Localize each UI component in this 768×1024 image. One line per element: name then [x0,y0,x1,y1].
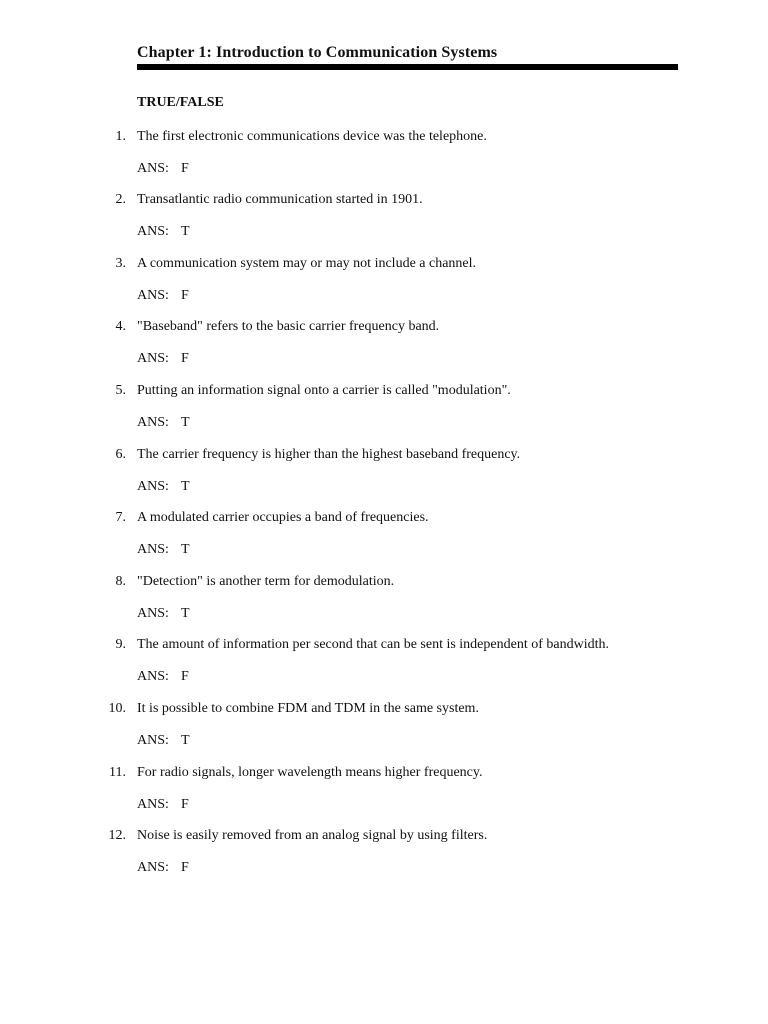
question-item [0,636,768,696]
answer-label: ANS: [137,669,169,684]
question-number: 2. [115,192,126,207]
answer-value: F [181,161,189,176]
question-item [0,509,768,569]
question-item [0,382,768,442]
answer-label: ANS: [137,733,169,748]
question-text: "Detection" is another term for demodulation. [137,574,395,589]
question-number: 10. [108,701,126,716]
question-item [0,128,768,188]
answer-label: ANS: [137,542,169,557]
question-text: The amount of information per second that can be sent is independent of bandwidth. [137,637,609,652]
answer-value: T [181,224,190,239]
question-item [0,764,768,824]
answer-value: T [181,606,190,621]
question-text: For radio signals, longer wavelength means higher frequency. [137,765,483,780]
answer-value: T [181,415,190,430]
question-number: 1. [115,129,126,144]
answer-label: ANS: [137,288,169,303]
answer-value: F [181,288,189,303]
answer-label: ANS: [137,606,169,621]
question-text: "Baseband" refers to the basic carrier frequency band. [137,319,440,334]
question-item [0,191,768,251]
question-text: Noise is easily removed from an analog signal by using filters. [137,828,488,843]
question-text: Putting an information signal onto a carrier is called "modulation". [137,383,511,398]
question-text: It is possible to combine FDM and TDM in the same system. [137,701,479,716]
question-text: The carrier frequency is higher than the highest baseband frequency. [137,447,521,462]
answer-label: ANS: [137,479,169,494]
chapter-title: Chapter 1: Introduction to Communication Systems [137,44,498,61]
question-item [0,446,768,506]
question-item [0,318,768,378]
question-number: 8. [115,574,126,589]
answer-value: F [181,351,189,366]
question-number: 12. [108,828,126,843]
question-text: Transatlantic radio communication started in 1901. [137,192,423,207]
question-number: 7. [115,510,126,525]
answer-value: F [181,860,189,875]
question-number: 9. [115,637,126,652]
answer-label: ANS: [137,860,169,875]
title-divider [137,64,678,70]
question-number: 6. [115,447,126,462]
answer-value: F [181,797,189,812]
question-text: A modulated carrier occupies a band of frequencies. [137,510,429,525]
answer-value: T [181,479,190,494]
question-number: 5. [115,383,126,398]
section-heading: TRUE/FALSE [137,95,224,110]
answer-value: F [181,669,189,684]
question-item [0,827,768,887]
question-text: The first electronic communications device was the telephone. [137,129,487,144]
question-item [0,255,768,315]
answer-value: T [181,733,190,748]
answer-label: ANS: [137,161,169,176]
answer-label: ANS: [137,797,169,812]
answer-label: ANS: [137,415,169,430]
question-text: A communication system may or may not include a channel. [137,256,477,271]
question-item [0,573,768,633]
question-number: 4. [115,319,126,334]
question-item [0,700,768,760]
question-number: 3. [115,256,126,271]
answer-label: ANS: [137,224,169,239]
answer-label: ANS: [137,351,169,366]
question-number: 11. [109,765,126,780]
answer-value: T [181,542,190,557]
